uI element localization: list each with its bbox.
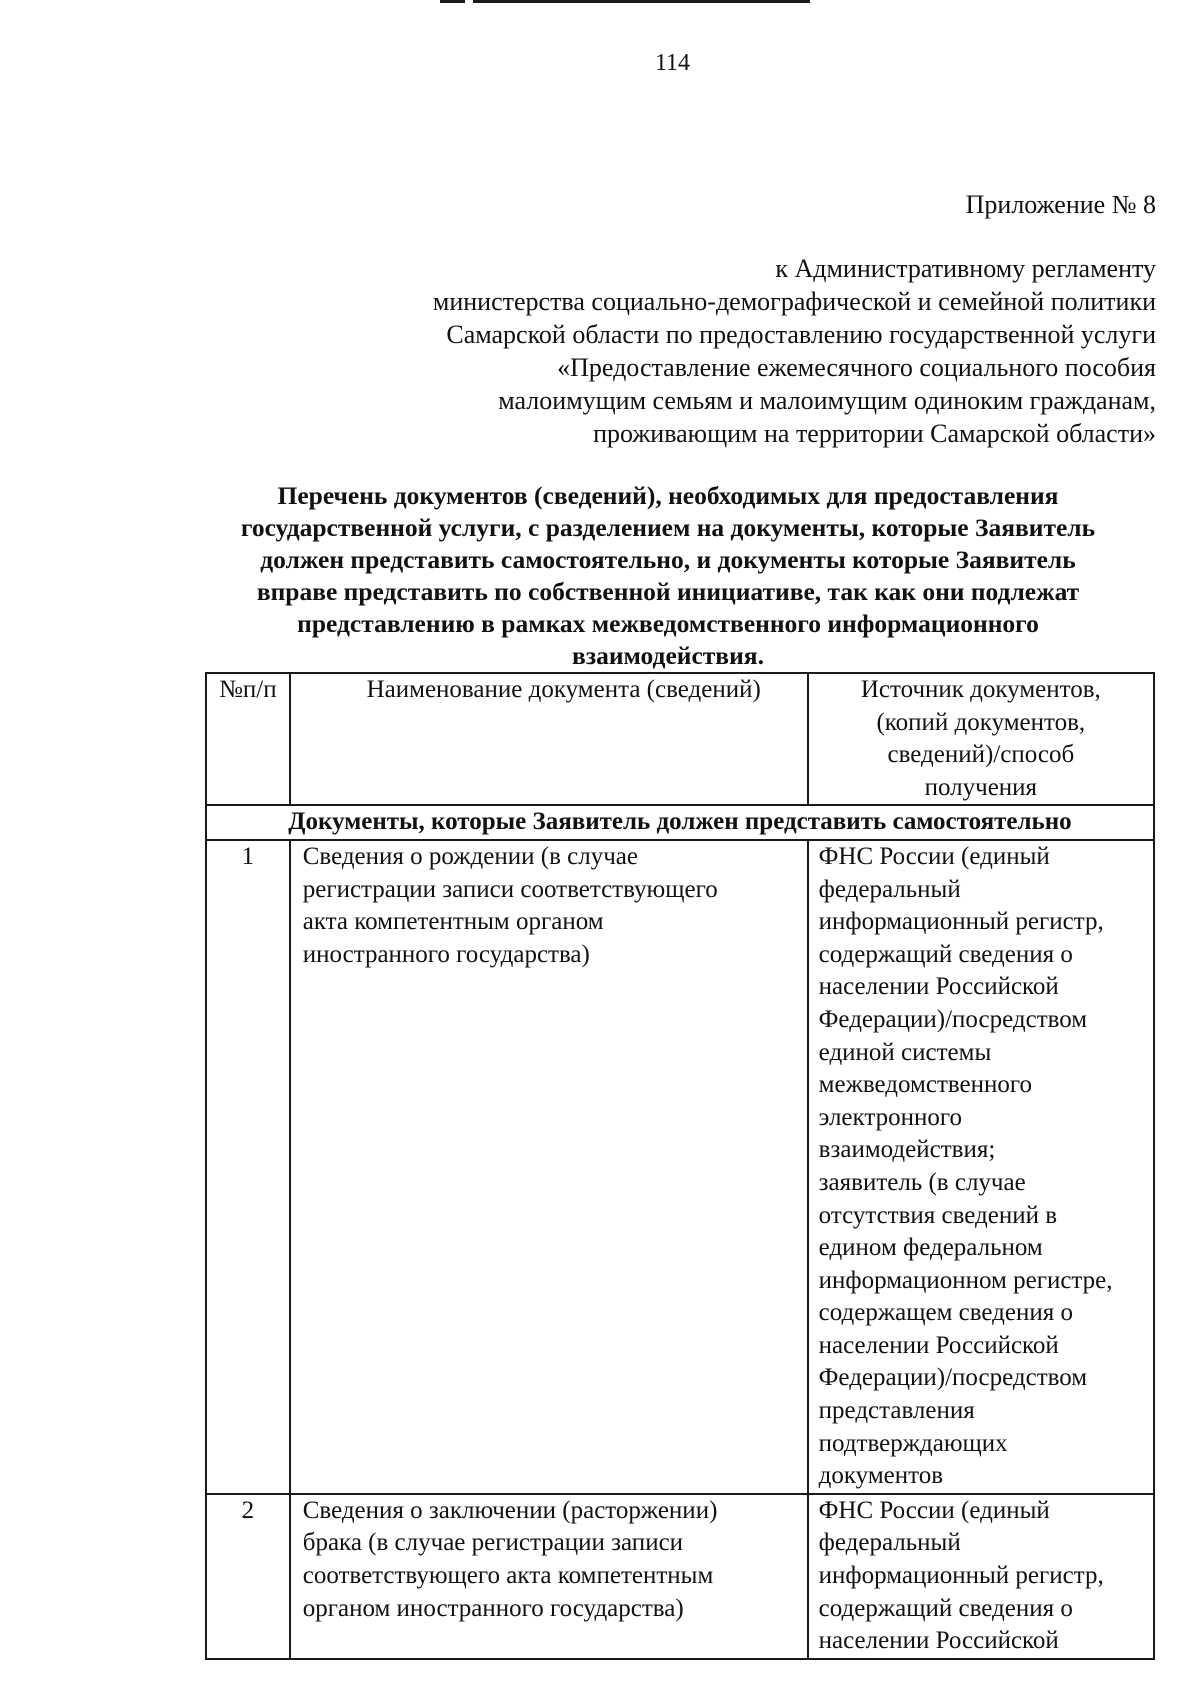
source-line: подтверждающих — [818, 1429, 1008, 1457]
source-line: ФНС России (единый — [818, 1496, 1050, 1524]
header-name: Наименование документа (сведений) — [290, 673, 808, 805]
heading-line: представлению в рамках межведомственного информационного — [297, 609, 1039, 638]
section-row — [206, 805, 1154, 840]
name-line: иностранного государства) — [302, 940, 590, 968]
source-line: едином федеральном — [818, 1234, 1043, 1262]
source-line: ФНС России (единый — [818, 842, 1050, 870]
source-line: заявитель (в случае — [818, 1168, 1026, 1196]
header-source-line: сведений)/способ — [887, 741, 1075, 769]
appendix-line: проживающим на территории Самарской области» — [593, 419, 1156, 448]
source-line: представления — [818, 1397, 975, 1425]
source-line: документов — [818, 1462, 944, 1490]
source-line: взаимодействия; — [818, 1136, 996, 1164]
name-line: Сведения о заключении (расторжении) — [302, 1496, 718, 1524]
source-line: содержащем сведения о — [818, 1299, 1073, 1327]
row-source — [808, 840, 1154, 1494]
row-num: 2 — [206, 1494, 290, 1659]
source-line: населении Российской — [818, 1627, 1059, 1655]
heading-line: вправе представить по собственной инициативе, так как они подлежат — [256, 577, 1080, 606]
name-line: органом иностранного государства) — [302, 1594, 684, 1622]
heading-line: должен представить самостоятельно, и документы которые Заявитель — [260, 545, 1076, 574]
source-line: содержащий сведения о — [818, 940, 1073, 968]
appendix-line: министерства социально-демографической и семейной политики — [432, 287, 1156, 316]
page-number: 114 — [654, 50, 691, 76]
source-line: отсутствия сведений в — [818, 1201, 1058, 1229]
table-header-row — [206, 673, 1154, 805]
source-line: Федерации)/посредством — [818, 1005, 1088, 1033]
row-source — [808, 1494, 1154, 1659]
header-source-line: (копий документов, — [876, 708, 1086, 736]
source-line: единой системы — [818, 1038, 992, 1066]
document-heading — [200, 480, 1136, 672]
appendix-line: «Предоставление ежемесячного социального пособия — [557, 353, 1156, 382]
header-source-line: получения — [924, 773, 1038, 801]
name-line: брака (в случае регистрации записи — [302, 1529, 684, 1557]
appendix-line: малоимущим семьям и малоимущим одиноким гражданам, — [498, 386, 1156, 415]
source-line: межведомственного — [818, 1071, 1033, 1099]
source-line: федеральный — [818, 875, 961, 903]
documents-table — [205, 672, 1155, 1660]
source-line: населении Российской — [818, 973, 1059, 1001]
table-row — [206, 840, 1154, 1494]
appendix-line: к Административному регламенту — [775, 254, 1156, 283]
header-source-line: Источник документов, — [860, 676, 1101, 703]
row-num: 1 — [206, 840, 290, 1494]
name-line: акта компетентным органом — [302, 908, 604, 936]
name-line: соответствующего акта компетентным — [302, 1562, 714, 1590]
heading-line: взаимодействия. — [572, 641, 764, 670]
name-line: Сведения о рождении (в случае — [302, 842, 638, 870]
heading-line: Перечень документов (сведений), необходимых для предоставления — [277, 481, 1059, 510]
source-line: содержащий сведения о — [818, 1594, 1073, 1622]
source-line: Федерации)/посредством — [818, 1364, 1088, 1392]
source-line: информационном регистре, — [818, 1266, 1113, 1294]
source-line: электронного — [818, 1103, 962, 1131]
row-name — [290, 1494, 808, 1659]
name-line: регистрации записи соответствующего — [302, 875, 718, 903]
appendix-title: Приложение № 8 — [965, 190, 1156, 219]
table-row — [206, 1494, 1154, 1659]
section-title: Документы, которые Заявитель должен представить самостоятельно — [206, 805, 1154, 840]
header-source — [808, 673, 1154, 805]
row-name — [290, 840, 808, 1494]
appendix-line: Самарской области по предоставлению государственной услуги — [446, 320, 1156, 349]
source-line: населении Российской — [818, 1331, 1059, 1359]
source-line: федеральный — [818, 1529, 961, 1557]
source-line: информационный регистр, — [818, 1562, 1104, 1590]
heading-line: государственной услуги, с разделением на документы, которые Заявитель — [240, 513, 1096, 542]
header-num: №п/п — [206, 673, 290, 805]
top-edge-mark — [440, 0, 810, 3]
appendix-block — [256, 188, 1156, 450]
source-line: информационный регистр, — [818, 908, 1104, 936]
